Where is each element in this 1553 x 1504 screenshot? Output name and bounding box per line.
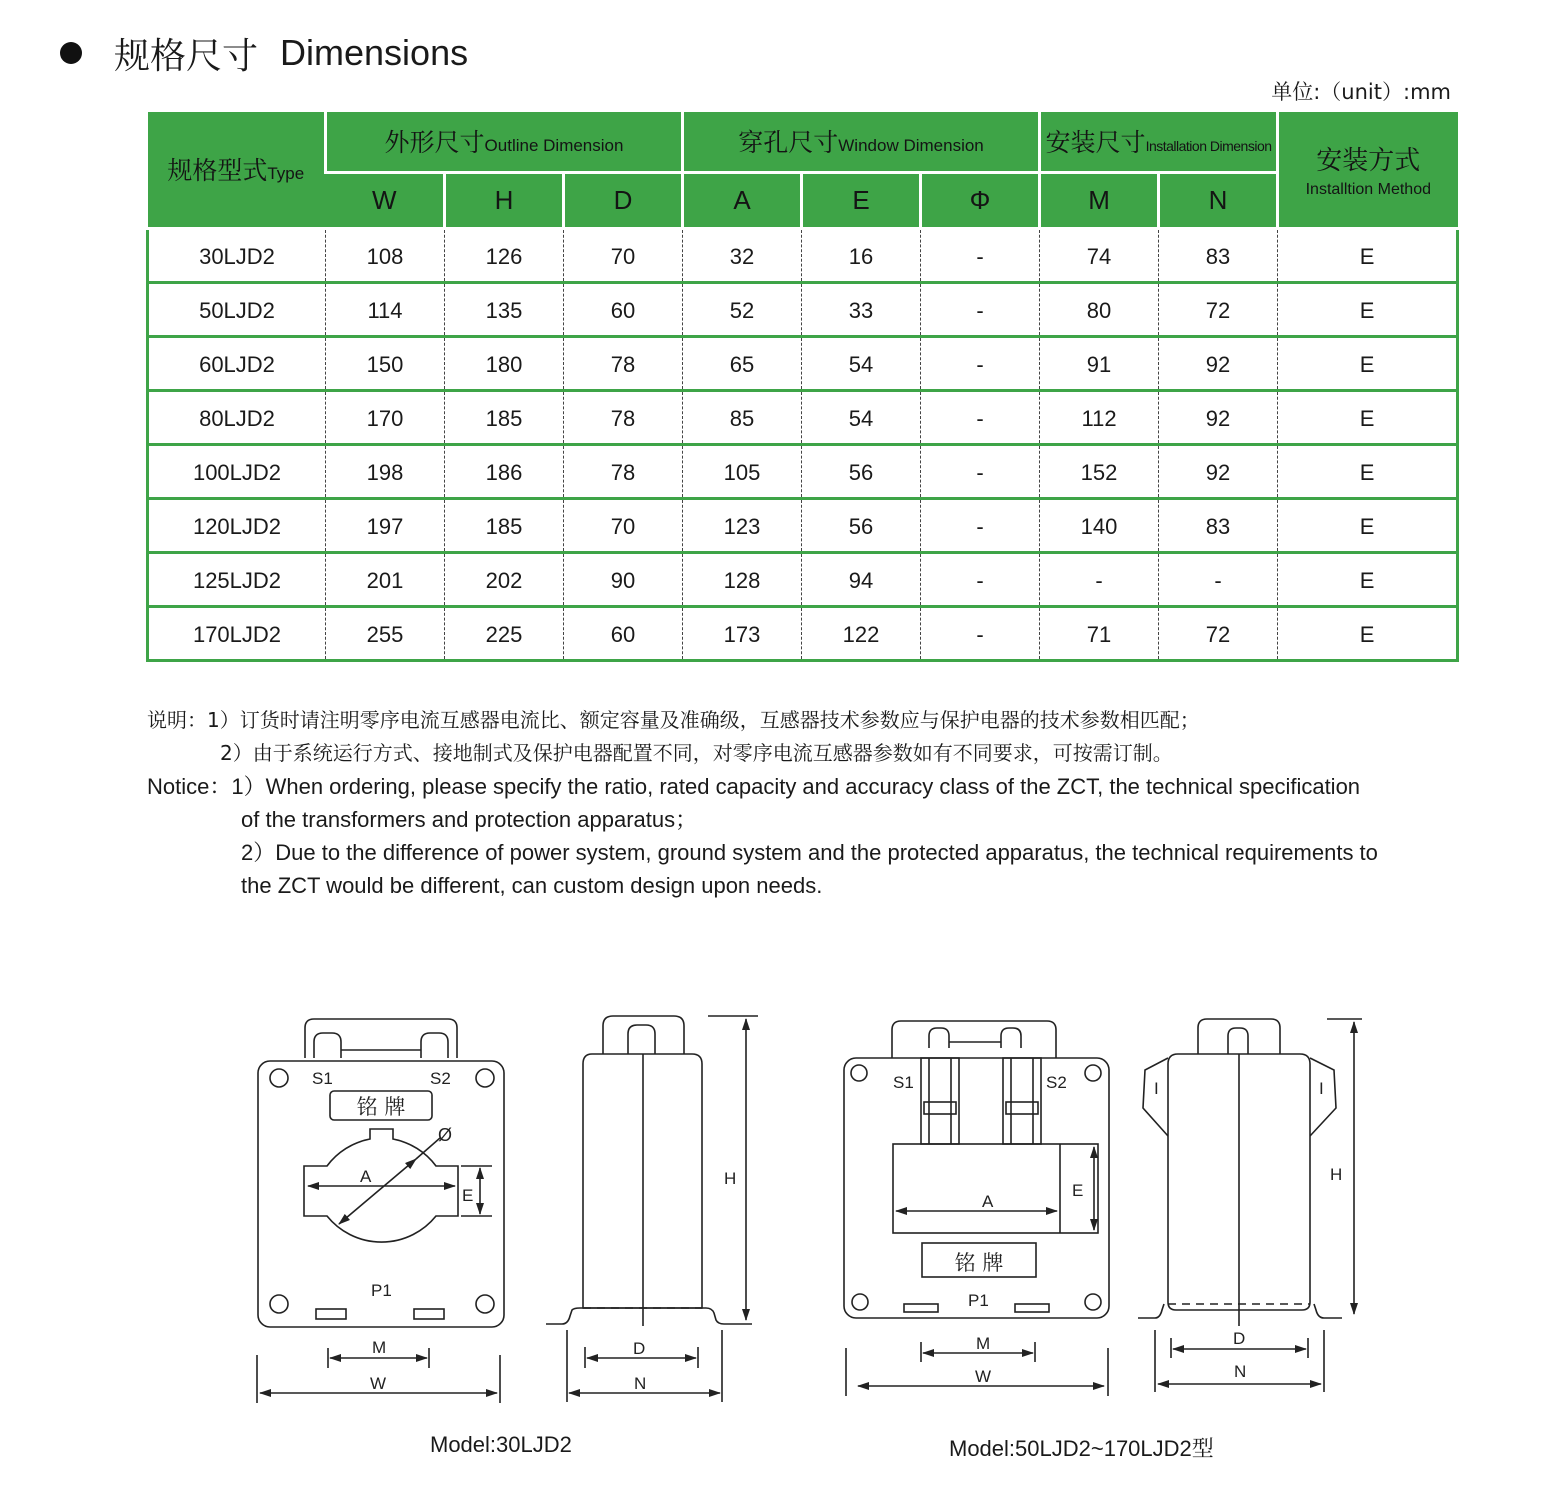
cell-m: 112 xyxy=(1040,390,1159,444)
table-row xyxy=(148,336,1458,390)
section-heading xyxy=(60,28,468,78)
cell-method: E xyxy=(1278,498,1458,552)
installation-dimension-header: 安装尺寸Installation Dimension xyxy=(1040,112,1278,172)
cell-w: 255 xyxy=(326,606,445,660)
cell-a: 52 xyxy=(683,282,802,336)
col-e-header: E xyxy=(802,172,921,228)
label-h-2: H xyxy=(1330,1165,1343,1184)
cell-e: 54 xyxy=(802,336,921,390)
cell-w: 114 xyxy=(326,282,445,336)
col-n-header: N xyxy=(1159,172,1278,228)
col-w-header: W xyxy=(326,172,445,228)
table-row xyxy=(148,228,1458,282)
col-phi-header: Φ xyxy=(921,172,1040,228)
cell-type: 125LJD2 xyxy=(148,552,326,606)
label-m: M xyxy=(372,1338,387,1357)
cell-n: 72 xyxy=(1159,606,1278,660)
cell-method: E xyxy=(1278,228,1458,282)
label-mark-right: I xyxy=(1319,1079,1324,1098)
cell-e: 94 xyxy=(802,552,921,606)
cell-e: 56 xyxy=(802,444,921,498)
dimensions-table xyxy=(146,112,1459,662)
cell-e: 33 xyxy=(802,282,921,336)
cell-a: 65 xyxy=(683,336,802,390)
cell-d: 78 xyxy=(564,336,683,390)
cell-h: 185 xyxy=(445,498,564,552)
cell-m: 91 xyxy=(1040,336,1159,390)
cell-h: 180 xyxy=(445,336,564,390)
cell-phi: - xyxy=(921,228,1040,282)
cell-phi: - xyxy=(921,606,1040,660)
cell-n: - xyxy=(1159,552,1278,606)
cell-a: 123 xyxy=(683,498,802,552)
label-s1-2: S1 xyxy=(893,1073,914,1092)
window-dimension-header: 穿孔尺寸Window Dimension xyxy=(683,112,1040,172)
cell-w: 150 xyxy=(326,336,445,390)
cell-w: 197 xyxy=(326,498,445,552)
cell-w: 201 xyxy=(326,552,445,606)
cell-m: - xyxy=(1040,552,1159,606)
label-d-2: D xyxy=(1233,1329,1246,1348)
cell-e: 54 xyxy=(802,390,921,444)
cell-method: E xyxy=(1278,552,1458,606)
cell-n: 92 xyxy=(1159,336,1278,390)
cell-method: E xyxy=(1278,606,1458,660)
cell-e: 122 xyxy=(802,606,921,660)
cell-phi: - xyxy=(921,444,1040,498)
heading-en: Dimensions xyxy=(280,32,469,73)
installation-method-header: 安装方式 Installtion Method xyxy=(1278,112,1458,228)
cell-phi: - xyxy=(921,552,1040,606)
table-row xyxy=(148,606,1458,660)
cell-type: 50LJD2 xyxy=(148,282,326,336)
cell-w: 108 xyxy=(326,228,445,282)
cell-h: 186 xyxy=(445,444,564,498)
cell-w: 170 xyxy=(326,390,445,444)
note-cn-1: 说明：1）订货时请注明零序电流互感器电流比、额定容量及准确级，互感器技术参数应与保护电器的技术参数相匹配； xyxy=(147,708,1200,732)
cell-d: 70 xyxy=(564,228,683,282)
cell-type: 80LJD2 xyxy=(148,390,326,444)
table-row xyxy=(148,282,1458,336)
drawing-30ljd2-side xyxy=(546,1016,758,1402)
label-n-2: N xyxy=(1234,1362,1247,1381)
technical-drawings xyxy=(0,990,1553,1470)
label-m-2: M xyxy=(976,1334,991,1353)
cell-d: 60 xyxy=(564,606,683,660)
table-row xyxy=(148,390,1458,444)
col-m-header: M xyxy=(1040,172,1159,228)
cell-m: 80 xyxy=(1040,282,1159,336)
label-s2: S2 xyxy=(430,1069,451,1088)
cell-e: 56 xyxy=(802,498,921,552)
label-phi: Ø xyxy=(438,1125,453,1145)
sub-header-row xyxy=(148,172,1458,228)
cell-h: 185 xyxy=(445,390,564,444)
note-en-1: Notice：1）When ordering, please specify the ratio, rated capacity and accuracy class of the ZCT, the technical specification xyxy=(147,774,1361,799)
note-en-4: the ZCT would be different, can custom design upon needs. xyxy=(241,873,823,898)
label-nameplate-2: 铭 牌 xyxy=(954,1251,1004,1275)
cell-method: E xyxy=(1278,444,1458,498)
unit-label: 单位:（unit）:mm xyxy=(1271,80,1451,104)
cell-m: 71 xyxy=(1040,606,1159,660)
cell-h: 135 xyxy=(445,282,564,336)
cell-h: 126 xyxy=(445,228,564,282)
table-body xyxy=(148,228,1458,660)
heading-cn: 规格尺寸 xyxy=(114,35,259,77)
cell-d: 70 xyxy=(564,498,683,552)
label-a-2: A xyxy=(982,1192,994,1211)
label-p1-2: P1 xyxy=(968,1291,989,1310)
label-n-1: N xyxy=(634,1374,647,1393)
cell-d: 90 xyxy=(564,552,683,606)
drawing-50ljd2-side xyxy=(1138,1019,1362,1392)
cell-n: 83 xyxy=(1159,498,1278,552)
label-h-1: H xyxy=(724,1169,737,1188)
cell-type: 60LJD2 xyxy=(148,336,326,390)
cell-m: 140 xyxy=(1040,498,1159,552)
cell-a: 85 xyxy=(683,390,802,444)
label-s2-2: S2 xyxy=(1046,1073,1067,1092)
cell-phi: - xyxy=(921,336,1040,390)
note-cn-2: 2）由于系统运行方式、接地制式及保护电器配置不同，对零序电流互感器参数如有不同要求，可按需订制。 xyxy=(220,741,1173,765)
cell-d: 78 xyxy=(564,390,683,444)
cell-phi: - xyxy=(921,498,1040,552)
note-en-3: 2）Due to the difference of power system, ground system and the protected apparatus, the technical requirements to xyxy=(241,840,1378,865)
cell-m: 152 xyxy=(1040,444,1159,498)
cell-w: 198 xyxy=(326,444,445,498)
table-row xyxy=(148,444,1458,498)
label-a: A xyxy=(360,1167,372,1186)
cell-d: 78 xyxy=(564,444,683,498)
notes xyxy=(147,704,1447,902)
cell-method: E xyxy=(1278,390,1458,444)
label-p1: P1 xyxy=(371,1281,392,1300)
cell-n: 92 xyxy=(1159,444,1278,498)
col-a-header: A xyxy=(683,172,802,228)
label-mark-left: I xyxy=(1154,1079,1159,1098)
cell-h: 225 xyxy=(445,606,564,660)
cell-method: E xyxy=(1278,282,1458,336)
cell-type: 100LJD2 xyxy=(148,444,326,498)
cell-n: 72 xyxy=(1159,282,1278,336)
drawing-30ljd2-front xyxy=(257,1019,504,1403)
cell-a: 128 xyxy=(683,552,802,606)
label-w: W xyxy=(370,1374,387,1393)
cell-type: 170LJD2 xyxy=(148,606,326,660)
cell-a: 173 xyxy=(683,606,802,660)
cell-n: 83 xyxy=(1159,228,1278,282)
outline-dimension-header: 外形尺寸Outline Dimension xyxy=(326,112,683,172)
cell-a: 105 xyxy=(683,444,802,498)
cell-e: 16 xyxy=(802,228,921,282)
label-w-2: W xyxy=(975,1367,992,1386)
note-en-2: of the transformers and protection apparatus； xyxy=(241,807,698,832)
cell-method: E xyxy=(1278,336,1458,390)
label-nameplate: 铭 牌 xyxy=(356,1095,406,1119)
cell-phi: - xyxy=(921,390,1040,444)
label-e-2: E xyxy=(1072,1181,1084,1200)
table-row xyxy=(148,498,1458,552)
cell-phi: - xyxy=(921,282,1040,336)
cell-type: 30LJD2 xyxy=(148,228,326,282)
cell-n: 92 xyxy=(1159,390,1278,444)
col-d-header: D xyxy=(564,172,683,228)
label-d-1: D xyxy=(633,1339,646,1358)
caption-left: Model:30LJD2 xyxy=(430,1432,572,1457)
cell-type: 120LJD2 xyxy=(148,498,326,552)
cell-d: 60 xyxy=(564,282,683,336)
bullet-dot-icon xyxy=(60,42,82,64)
cell-m: 74 xyxy=(1040,228,1159,282)
col-h-header: H xyxy=(445,172,564,228)
drawing-50ljd2-front xyxy=(844,1021,1109,1396)
caption-right: Model:50LJD2~170LJD2型 xyxy=(949,1436,1214,1461)
label-e: E xyxy=(462,1186,474,1205)
cell-a: 32 xyxy=(683,228,802,282)
type-header: 规格型式Type xyxy=(148,112,326,228)
label-s1: S1 xyxy=(312,1069,333,1088)
cell-h: 202 xyxy=(445,552,564,606)
table-row xyxy=(148,552,1458,606)
